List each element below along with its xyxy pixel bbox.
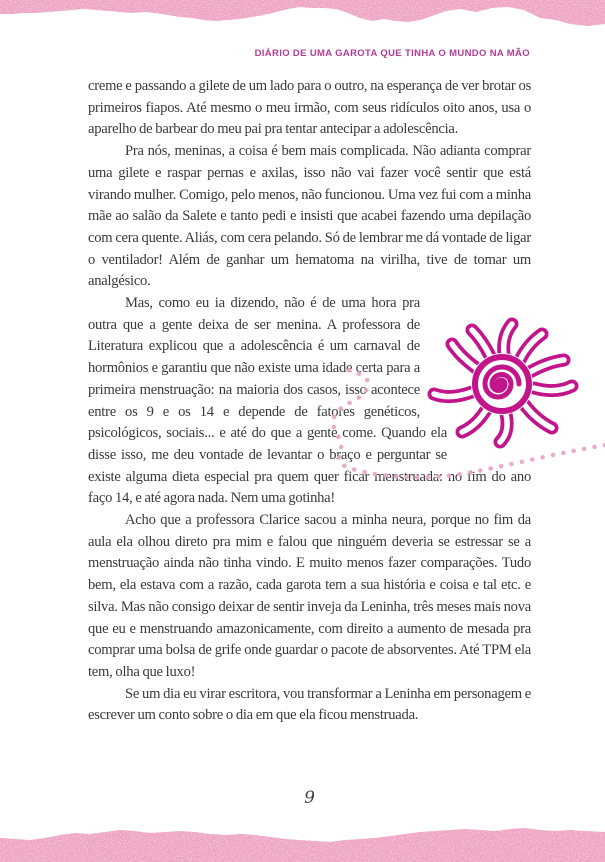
paragraph: creme e passando a gilete de um lado para o outro, na esperança de ver brotar os primeiros fiapos. Até mesmo o meu irmão, com seus ridículos oito anos, usa o aparelho de barbear do meu pai pra tentar antecipar a adolescência.	[88, 78, 531, 138]
paragraph: Se um dia eu virar escritora, vou transformar a Leninha em personagem e escrever um conto sobre o dia em que ela ficou menstruada.	[88, 685, 531, 724]
torn-paper-bottom	[0, 822, 605, 862]
sun-wrap-spacer	[447, 423, 531, 445]
body-text	[88, 76, 531, 727]
running-header: DIÁRIO DE UMA GAROTA QUE TINHA O MUNDO NA MÃO	[254, 48, 530, 59]
paragraph: Acho que a professora Clarice sacou a minha neura, porque no fim da aula ela olhou direto pra mim e falou que ninguém deveria se estressar se a menstruação ainda não tinha vindo. E muito menos fazer comparações. Tudo bem, ela estava com a razão, cada garota tem a sua história e coisa e tal etc. e silva. Mas não consigo deixar de sentir inveja da Leninha, três meses mais nova que eu e menstruando amazonicamente, com direito a aumento de mesada pra comprar uma bolsa de grife onde guardar o pacote de absorventes. Até TPM ela tem, olha que luxo!	[88, 512, 531, 680]
torn-paper-top	[0, 0, 605, 32]
sun-wrap-spacer	[420, 293, 531, 423]
page-number: 9	[304, 788, 315, 808]
paragraph: Mas, como eu ia dizendo, não é de uma hora pra outra que a gente deixa de ser menina. A professora de Literatura explicou que a adolescência é um carnaval de hormônios e garantiu que não existe uma idade certa para a primeira menstruação: na maioria dos casos, isso acontece entre os 9 e os 14 e depende de fatores genéticos, psicológicos, sociais... e até do que a gente come. Quando ela disse isso, me deu vontade de levantar o braço e perguntar se existe alguma dieta especial pra quem quer ficar menstruada: no fim do ano faço 14, e até agora nada. Nem uma gotinha!	[88, 295, 531, 507]
paragraph: Pra nós, meninas, a coisa é bem mais complicada. Não adianta comprar uma gilete e raspar pernas e axilas, isso não vai fazer você sentir que está virando mulher. Comigo, pelo menos, não funcionou. Uma vez fui com a minha mãe ao salão da Salete e tanto pedi e insisti que acabei fazendo uma depilação com cera quente. Aliás, com cera pelando. Só de lembrar me dá vontade de ligar o ventilador! Além de ganhar um hematoma na virilha, tive de tomar um analgésico.	[88, 143, 531, 290]
